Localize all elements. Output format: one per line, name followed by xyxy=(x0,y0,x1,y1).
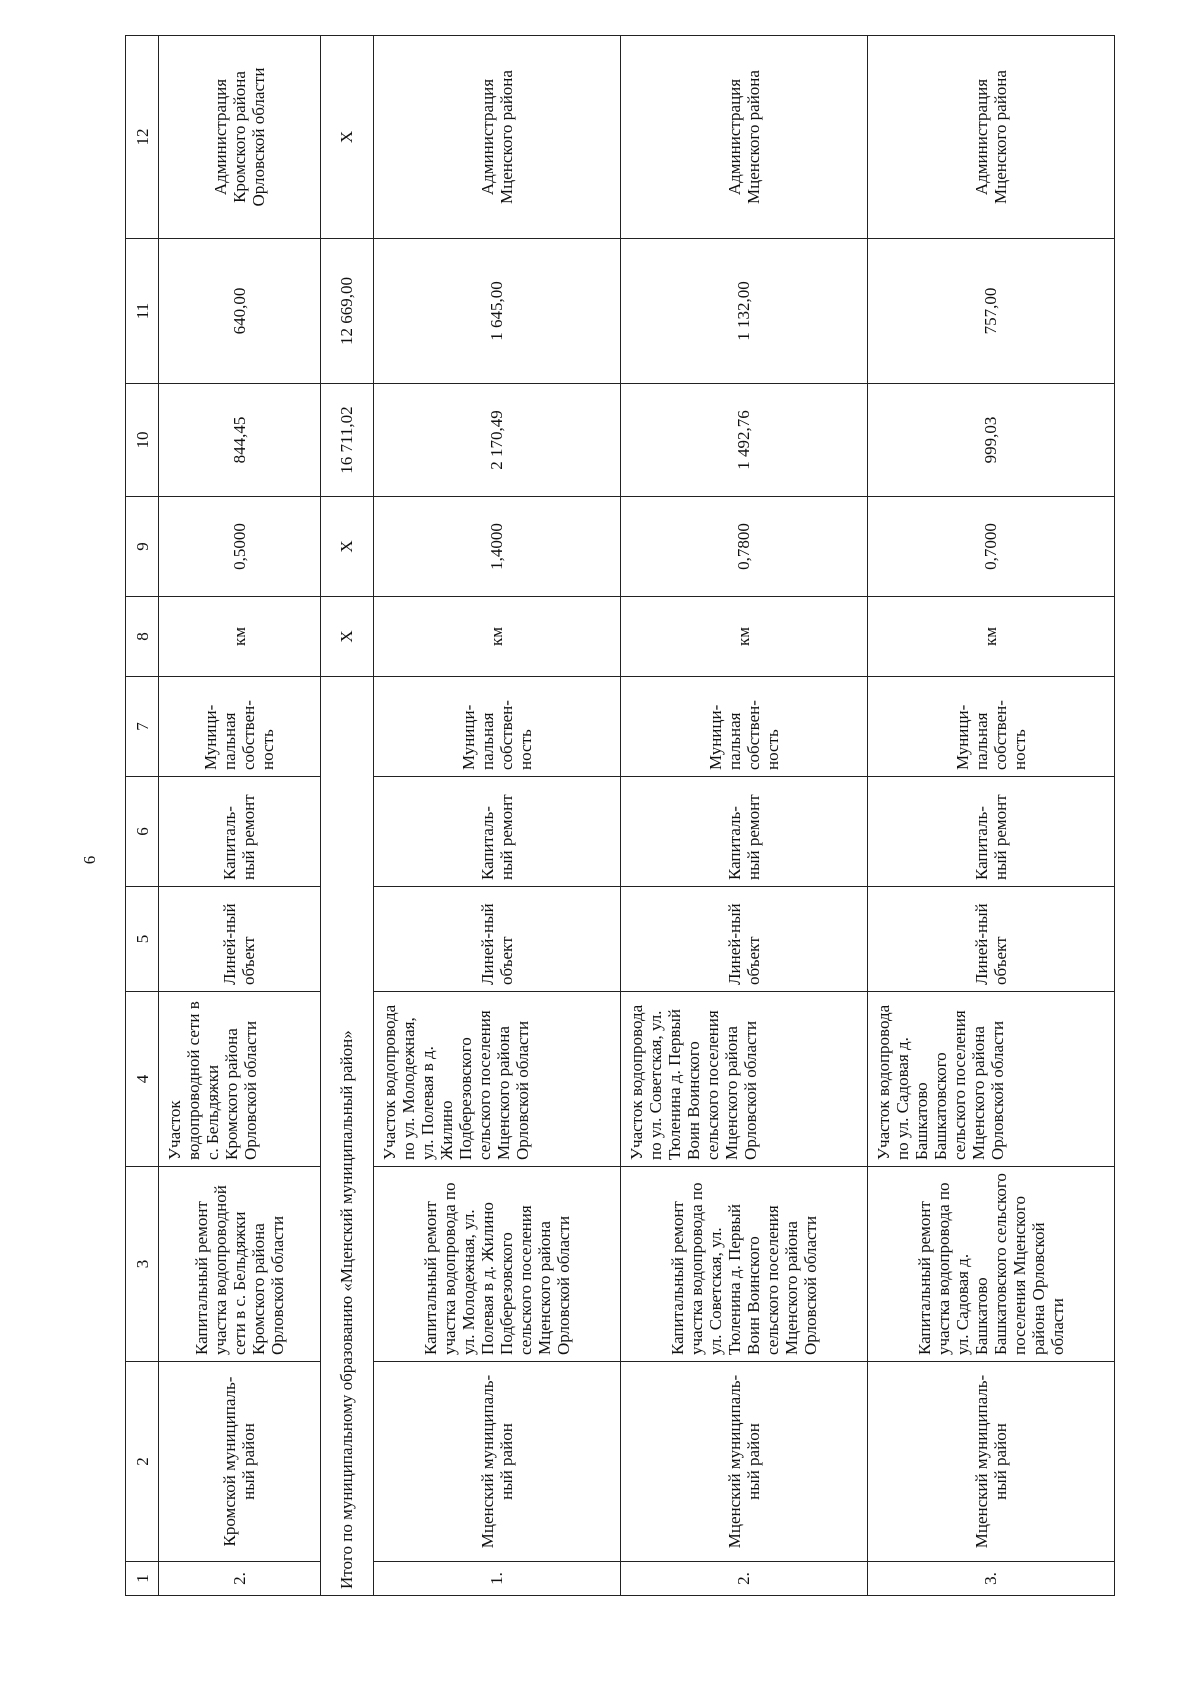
header-cell: 6 xyxy=(126,777,159,887)
header-cell: 12 xyxy=(126,36,159,239)
project-name-cell: Капитальный ремонт участка водопровода по ул. Советская, ул. Тюленина д. Первый Воин Воинского сельского поселения Мценского района Орловской области xyxy=(620,1167,867,1362)
object-type-cell: Линей-ный объект xyxy=(373,887,620,992)
object-cell: Участок водопровода по ул. Советская, ул. Тюленина д. Первый Воин Воинского сельского поселения Мценского района Орловской области xyxy=(620,992,867,1167)
work-type-cell: Капиталь-ный ремонт xyxy=(159,777,321,887)
header-cell: 7 xyxy=(126,677,159,777)
cost-cell: 16 711,02 xyxy=(320,384,373,497)
project-name-cell: Капитальный ремонт участка водопровода по ул. Садовая д. Башкатово Башкатовского сельского поселения Мценского района Орловской области xyxy=(867,1167,1114,1362)
object-cell: Участок водопроводной сети в с. Бельдяжки Кромского района Орловской области xyxy=(159,992,321,1167)
unit-cell: км xyxy=(159,597,321,677)
header-cell: 4 xyxy=(126,992,159,1167)
funds-cell: 12 669,00 xyxy=(320,239,373,384)
cost-cell: 999,03 xyxy=(867,384,1114,497)
table-row xyxy=(867,36,1114,1596)
header-cell: 8 xyxy=(126,597,159,677)
object-type-cell: Линей-ный объект xyxy=(867,887,1114,992)
unit-cell: км xyxy=(373,597,620,677)
object-cell: Участок водопровода по ул. Садовая д. Башкатово Башкатовского сельского поселения Мценского района Орловской области xyxy=(867,992,1114,1167)
cost-cell: 2 170,49 xyxy=(373,384,620,497)
row-number: 2. xyxy=(620,1562,867,1596)
unit-cell: Х xyxy=(320,597,373,677)
work-type-cell: Капиталь-ный ремонт xyxy=(620,777,867,887)
ownership-cell: Муници-пальная собствен-ность xyxy=(620,677,867,777)
header-cell: 1 xyxy=(126,1562,159,1596)
capacity-cell: 0,5000 xyxy=(159,497,321,597)
customer-cell: Администрация Кромского района Орловской области xyxy=(159,36,321,239)
header-cell: 5 xyxy=(126,887,159,992)
table-row xyxy=(373,36,620,1596)
cost-cell: 844,45 xyxy=(159,384,321,497)
funds-cell: 1 132,00 xyxy=(620,239,867,384)
customer-cell: Администрация Мценского района xyxy=(373,36,620,239)
ownership-cell: Муници-пальная собствен-ность xyxy=(867,677,1114,777)
object-cell: Участок водопровода по ул. Молодежная, ул. Полевая в д. Жилино Подберезовского сельского поселения Мценского района Орловской области xyxy=(373,992,620,1167)
total-label: Итого по муниципальному образованию «Мценский муниципальный район» xyxy=(320,677,373,1596)
customer-cell: Х xyxy=(320,36,373,239)
ownership-cell: Муници-пальная собствен-ность xyxy=(373,677,620,777)
district-cell: Кромской муниципаль-ный район xyxy=(159,1362,321,1562)
district-cell: Мценский муниципаль-ный район xyxy=(620,1362,867,1562)
header-row xyxy=(126,36,159,1596)
header-cell: 11 xyxy=(126,239,159,384)
ownership-cell: Муници-пальная собствен-ность xyxy=(159,677,321,777)
funds-cell: 1 645,00 xyxy=(373,239,620,384)
total-row xyxy=(320,36,373,1596)
header-cell: 2 xyxy=(126,1362,159,1562)
funds-cell: 640,00 xyxy=(159,239,321,384)
object-type-cell: Линей-ный объект xyxy=(620,887,867,992)
district-cell: Мценский муниципаль-ный район xyxy=(373,1362,620,1562)
object-type-cell: Линей-ный объект xyxy=(159,887,321,992)
work-type-cell: Капиталь-ный ремонт xyxy=(867,777,1114,887)
row-number: 3. xyxy=(867,1562,1114,1596)
rotated-table-container xyxy=(125,36,1115,1596)
header-cell: 3 xyxy=(126,1167,159,1362)
capacity-cell: 0,7800 xyxy=(620,497,867,597)
project-name-cell: Капитальный ремонт участка водопроводной сети в с. Бельдяжки Кромского района Орловской области xyxy=(159,1167,321,1362)
page-number: 6 xyxy=(80,855,99,865)
unit-cell: км xyxy=(620,597,867,677)
investment-table xyxy=(125,35,1115,1596)
capacity-cell: 1,4000 xyxy=(373,497,620,597)
table-row xyxy=(159,36,321,1596)
table-row xyxy=(620,36,867,1596)
header-cell: 9 xyxy=(126,497,159,597)
work-type-cell: Капиталь-ный ремонт xyxy=(373,777,620,887)
customer-cell: Администрация Мценского района xyxy=(867,36,1114,239)
funds-cell: 757,00 xyxy=(867,239,1114,384)
capacity-cell: 0,7000 xyxy=(867,497,1114,597)
header-cell: 10 xyxy=(126,384,159,497)
row-number: 1. xyxy=(373,1562,620,1596)
unit-cell: км xyxy=(867,597,1114,677)
cost-cell: 1 492,76 xyxy=(620,384,867,497)
project-name-cell: Капитальный ремонт участка водопровода по ул. Молодежная, ул. Полевая в д. Жилино Подберезовского сельского поселения Мценского района Орловской области xyxy=(373,1167,620,1362)
capacity-cell: Х xyxy=(320,497,373,597)
customer-cell: Администрация Мценского района xyxy=(620,36,867,239)
district-cell: Мценский муниципаль-ный район xyxy=(867,1362,1114,1562)
row-number: 2. xyxy=(159,1562,321,1596)
